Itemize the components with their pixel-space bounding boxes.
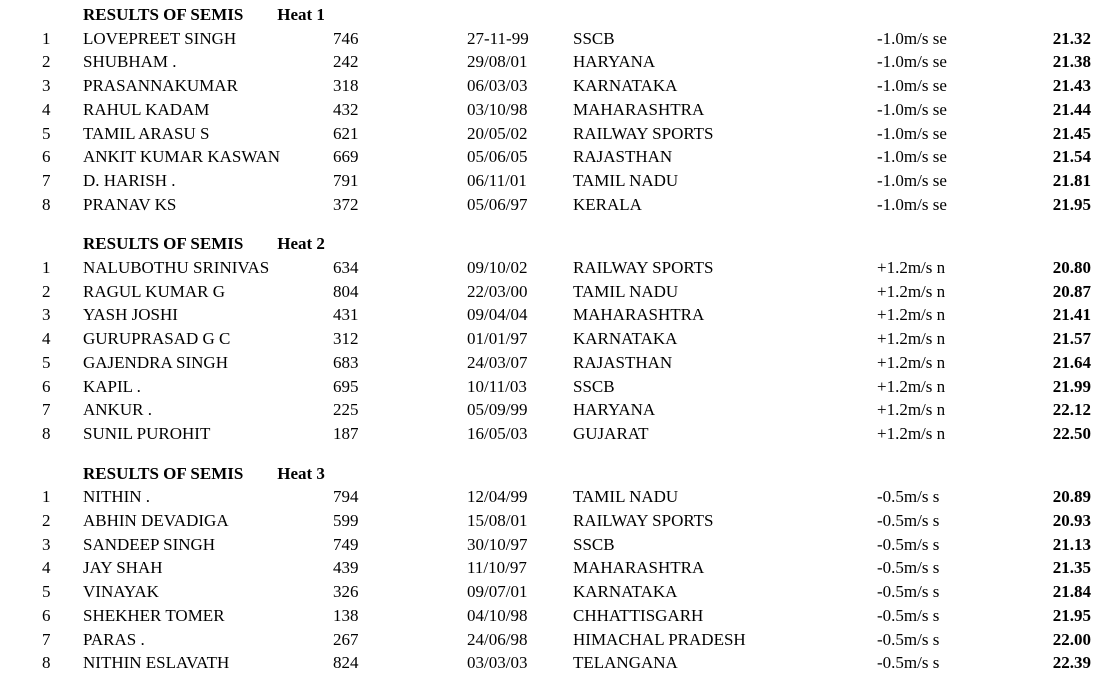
bib-number: 749 [333, 534, 359, 554]
birth-date: 30/10/97 [467, 534, 528, 554]
result-row [0, 351, 1099, 375]
heat-section [0, 232, 1099, 445]
team-name: RAJASTHAN [573, 147, 673, 167]
bib-number: 683 [333, 352, 359, 372]
wind-reading: -0.5m/s s [877, 534, 940, 554]
heat-label: Heat 2 [277, 234, 325, 254]
athlete-name: GURUPRASAD G C [83, 329, 231, 349]
wind-reading: +1.2m/s n [877, 258, 946, 278]
rank-cell: 6 [42, 376, 51, 396]
rank-cell: 6 [42, 605, 51, 625]
team-name: RAJASTHAN [573, 352, 673, 372]
team-name: KARNATAKA [573, 76, 678, 96]
heat-section [0, 3, 1099, 216]
rank-cell: 3 [42, 76, 51, 96]
athlete-name: GAJENDRA SINGH [83, 352, 228, 372]
heat-header [0, 462, 1099, 486]
wind-reading: -0.5m/s s [877, 582, 940, 602]
wind-reading: -1.0m/s se [877, 52, 947, 72]
result-row [0, 556, 1099, 580]
birth-date: 09/07/01 [467, 582, 528, 602]
time-result: 21.38 [1052, 52, 1091, 72]
bib-number: 746 [333, 28, 359, 48]
team-name: SSCB [573, 376, 615, 396]
birth-date: 03/10/98 [467, 99, 528, 119]
birth-date: 03/03/03 [467, 653, 528, 673]
result-row [0, 256, 1099, 280]
team-name: TAMIL NADU [573, 170, 679, 190]
athlete-name: JAY SHAH [83, 558, 163, 578]
birth-date: 27-11-99 [467, 28, 529, 48]
time-result: 21.54 [1052, 147, 1091, 167]
bib-number: 372 [333, 194, 359, 214]
team-name: TAMIL NADU [573, 487, 679, 507]
bib-number: 432 [333, 99, 359, 119]
result-row [0, 398, 1099, 422]
athlete-name: NITHIN ESLAVATH [83, 653, 230, 673]
bib-number: 621 [333, 123, 359, 143]
wind-reading: -1.0m/s se [877, 99, 947, 119]
bib-number: 318 [333, 76, 359, 96]
athlete-name: PARAS . [83, 629, 145, 649]
heat-header-spacer [0, 232, 83, 256]
time-result: 21.43 [1052, 76, 1091, 96]
time-result: 22.50 [1052, 423, 1091, 443]
athlete-name: SHUBHAM . [83, 52, 177, 72]
bib-number: 187 [333, 423, 359, 443]
time-result: 20.87 [1052, 281, 1091, 301]
time-result: 21.84 [1052, 582, 1091, 602]
result-row [0, 98, 1099, 122]
bib-number: 599 [333, 511, 359, 531]
birth-date: 06/11/01 [467, 170, 527, 190]
rank-cell: 3 [42, 305, 51, 325]
bib-number: 634 [333, 258, 359, 278]
time-result: 21.99 [1052, 376, 1091, 396]
result-row [0, 280, 1099, 304]
wind-reading: +1.2m/s n [877, 281, 946, 301]
birth-date: 15/08/01 [467, 511, 528, 531]
result-row [0, 422, 1099, 446]
bib-number: 242 [333, 52, 359, 72]
athlete-name: ABHIN DEVADIGA [83, 511, 229, 531]
wind-reading: -0.5m/s s [877, 605, 940, 625]
bib-number: 312 [333, 329, 359, 349]
team-name: TAMIL NADU [573, 281, 679, 301]
wind-reading: -1.0m/s se [877, 170, 947, 190]
bib-number: 138 [333, 605, 359, 625]
bib-number: 824 [333, 653, 359, 673]
rank-cell: 1 [42, 28, 51, 48]
athlete-name: VINAYAK [83, 582, 159, 602]
team-name: MAHARASHTRA [573, 305, 705, 325]
bib-number: 794 [333, 487, 359, 507]
team-name: MAHARASHTRA [573, 558, 705, 578]
wind-reading: -1.0m/s se [877, 76, 947, 96]
time-result: 21.57 [1052, 329, 1091, 349]
athlete-name: RAHUL KADAM [83, 99, 210, 119]
time-result: 20.93 [1052, 511, 1091, 531]
wind-reading: -0.5m/s s [877, 558, 940, 578]
team-name: KARNATAKA [573, 582, 678, 602]
time-result: 21.13 [1052, 534, 1091, 554]
birth-date: 22/03/00 [467, 281, 528, 301]
team-name: CHHATTISGARH [573, 605, 704, 625]
result-row [0, 50, 1099, 74]
time-result: 20.80 [1052, 258, 1091, 278]
bib-number: 225 [333, 400, 359, 420]
heat-label: Heat 1 [277, 5, 325, 24]
team-name: GUJARAT [573, 423, 649, 443]
wind-reading: +1.2m/s n [877, 376, 946, 396]
birth-date: 04/10/98 [467, 605, 528, 625]
birth-date: 12/04/99 [467, 487, 528, 507]
time-result: 21.64 [1052, 352, 1091, 372]
time-result: 20.89 [1052, 487, 1091, 507]
birth-date: 05/06/05 [467, 147, 528, 167]
result-row [0, 628, 1099, 652]
birth-date: 16/05/03 [467, 423, 528, 443]
heat-header [0, 3, 1099, 27]
rank-cell: 4 [42, 99, 51, 119]
heat-header-spacer [0, 3, 83, 27]
team-name: TELANGANA [573, 653, 678, 673]
birth-date: 29/08/01 [467, 52, 528, 72]
birth-date: 01/01/97 [467, 329, 528, 349]
result-row [0, 303, 1099, 327]
birth-date: 20/05/02 [467, 123, 528, 143]
birth-date: 09/04/04 [467, 305, 528, 325]
wind-reading: +1.2m/s n [877, 329, 946, 349]
birth-date: 24/06/98 [467, 629, 528, 649]
rank-cell: 2 [42, 511, 51, 531]
athlete-name: PRANAV KS [83, 194, 177, 214]
result-row [0, 604, 1099, 628]
heat-rows [0, 485, 1099, 675]
time-result: 21.81 [1052, 170, 1091, 190]
result-row [0, 485, 1099, 509]
rank-cell: 7 [42, 629, 51, 649]
birth-date: 24/03/07 [467, 352, 528, 372]
heat-title: RESULTS OF SEMIS [83, 463, 244, 483]
heat-header-spacer [0, 462, 83, 486]
bib-number: 791 [333, 170, 359, 190]
result-row [0, 122, 1099, 146]
wind-reading: -0.5m/s s [877, 629, 940, 649]
athlete-name: PRASANNAKUMAR [83, 76, 238, 96]
bib-number: 695 [333, 376, 359, 396]
birth-date: 11/10/97 [467, 558, 527, 578]
result-row [0, 651, 1099, 675]
athlete-name: D. HARISH . [83, 170, 176, 190]
athlete-name: ANKUR . [83, 400, 152, 420]
wind-reading: -0.5m/s s [877, 511, 940, 531]
bib-number: 439 [333, 558, 359, 578]
rank-cell: 8 [42, 194, 51, 214]
birth-date: 05/09/99 [467, 400, 528, 420]
athlete-name: YASH JOSHI [83, 305, 178, 325]
rank-cell: 4 [42, 558, 51, 578]
result-row [0, 509, 1099, 533]
rank-cell: 5 [42, 582, 51, 602]
rank-cell: 2 [42, 281, 51, 301]
time-result: 21.95 [1052, 605, 1091, 625]
rank-cell: 7 [42, 400, 51, 420]
athlete-name: SHEKHER TOMER [83, 605, 225, 625]
time-result: 21.95 [1052, 194, 1091, 214]
time-result: 22.00 [1052, 629, 1091, 649]
result-row [0, 327, 1099, 351]
athlete-name: TAMIL ARASU S [83, 123, 210, 143]
team-name: RAILWAY SPORTS [573, 123, 714, 143]
athlete-name: RAGUL KUMAR G [83, 281, 225, 301]
wind-reading: +1.2m/s n [877, 305, 946, 325]
time-result: 21.44 [1052, 99, 1091, 119]
athlete-name: ANKIT KUMAR KASWAN [83, 147, 281, 167]
rank-cell: 4 [42, 329, 51, 349]
time-result: 21.35 [1052, 558, 1091, 578]
rank-cell: 7 [42, 170, 51, 190]
bib-number: 804 [333, 281, 359, 301]
team-name: KERALA [573, 194, 642, 214]
birth-date: 06/03/03 [467, 76, 528, 96]
birth-date: 10/11/03 [467, 376, 527, 396]
wind-reading: -0.5m/s s [877, 653, 940, 673]
heat-header-text [83, 3, 1099, 27]
athlete-name: NITHIN . [83, 487, 151, 507]
wind-reading: +1.2m/s n [877, 423, 946, 443]
rank-cell: 5 [42, 352, 51, 372]
heat-title: RESULTS OF SEMIS [83, 234, 244, 254]
wind-reading: -1.0m/s se [877, 147, 947, 167]
team-name: RAILWAY SPORTS [573, 258, 714, 278]
heat-section [0, 462, 1099, 675]
heat-title: RESULTS OF SEMIS [83, 5, 244, 24]
rank-cell: 3 [42, 534, 51, 554]
result-row [0, 74, 1099, 98]
rank-cell: 1 [42, 487, 51, 507]
athlete-name: KAPIL . [83, 376, 141, 396]
time-result: 22.39 [1052, 653, 1091, 673]
rank-cell: 1 [42, 258, 51, 278]
team-name: SSCB [573, 534, 615, 554]
rank-cell: 2 [42, 52, 51, 72]
bib-number: 669 [333, 147, 359, 167]
rank-cell: 8 [42, 653, 51, 673]
birth-date: 09/10/02 [467, 258, 528, 278]
time-result: 22.12 [1052, 400, 1091, 420]
wind-reading: -0.5m/s s [877, 487, 940, 507]
time-result: 21.41 [1052, 305, 1091, 325]
wind-reading: -1.0m/s se [877, 123, 947, 143]
result-row [0, 580, 1099, 604]
rank-cell: 5 [42, 123, 51, 143]
heat-header-text [83, 232, 1099, 256]
heat-rows [0, 27, 1099, 217]
result-row [0, 193, 1099, 217]
bib-number: 267 [333, 629, 359, 649]
athlete-name: LOVEPREET SINGH [83, 28, 237, 48]
athlete-name: NALUBOTHU SRINIVAS [83, 258, 270, 278]
result-row [0, 27, 1099, 51]
bib-number: 326 [333, 582, 359, 602]
athlete-name: SUNIL PUROHIT [83, 423, 211, 443]
rank-cell: 8 [42, 423, 51, 443]
wind-reading: +1.2m/s n [877, 400, 946, 420]
result-row [0, 375, 1099, 399]
time-result: 21.45 [1052, 123, 1091, 143]
wind-reading: -1.0m/s se [877, 194, 947, 214]
team-name: SSCB [573, 28, 615, 48]
heat-label: Heat 3 [277, 463, 325, 483]
team-name: HARYANA [573, 52, 656, 72]
rank-cell: 6 [42, 147, 51, 167]
team-name: KARNATAKA [573, 329, 678, 349]
bib-number: 431 [333, 305, 359, 325]
team-name: MAHARASHTRA [573, 99, 705, 119]
athlete-name: SANDEEP SINGH [83, 534, 216, 554]
team-name: RAILWAY SPORTS [573, 511, 714, 531]
wind-reading: -1.0m/s se [877, 28, 947, 48]
result-row [0, 145, 1099, 169]
team-name: HIMACHAL PRADESH [573, 629, 746, 649]
result-row [0, 533, 1099, 557]
heat-header [0, 232, 1099, 256]
result-row [0, 169, 1099, 193]
team-name: HARYANA [573, 400, 656, 420]
birth-date: 05/06/97 [467, 194, 528, 214]
heat-rows [0, 256, 1099, 446]
heat-header-text [83, 462, 1099, 486]
time-result: 21.32 [1052, 28, 1091, 48]
wind-reading: +1.2m/s n [877, 352, 946, 372]
